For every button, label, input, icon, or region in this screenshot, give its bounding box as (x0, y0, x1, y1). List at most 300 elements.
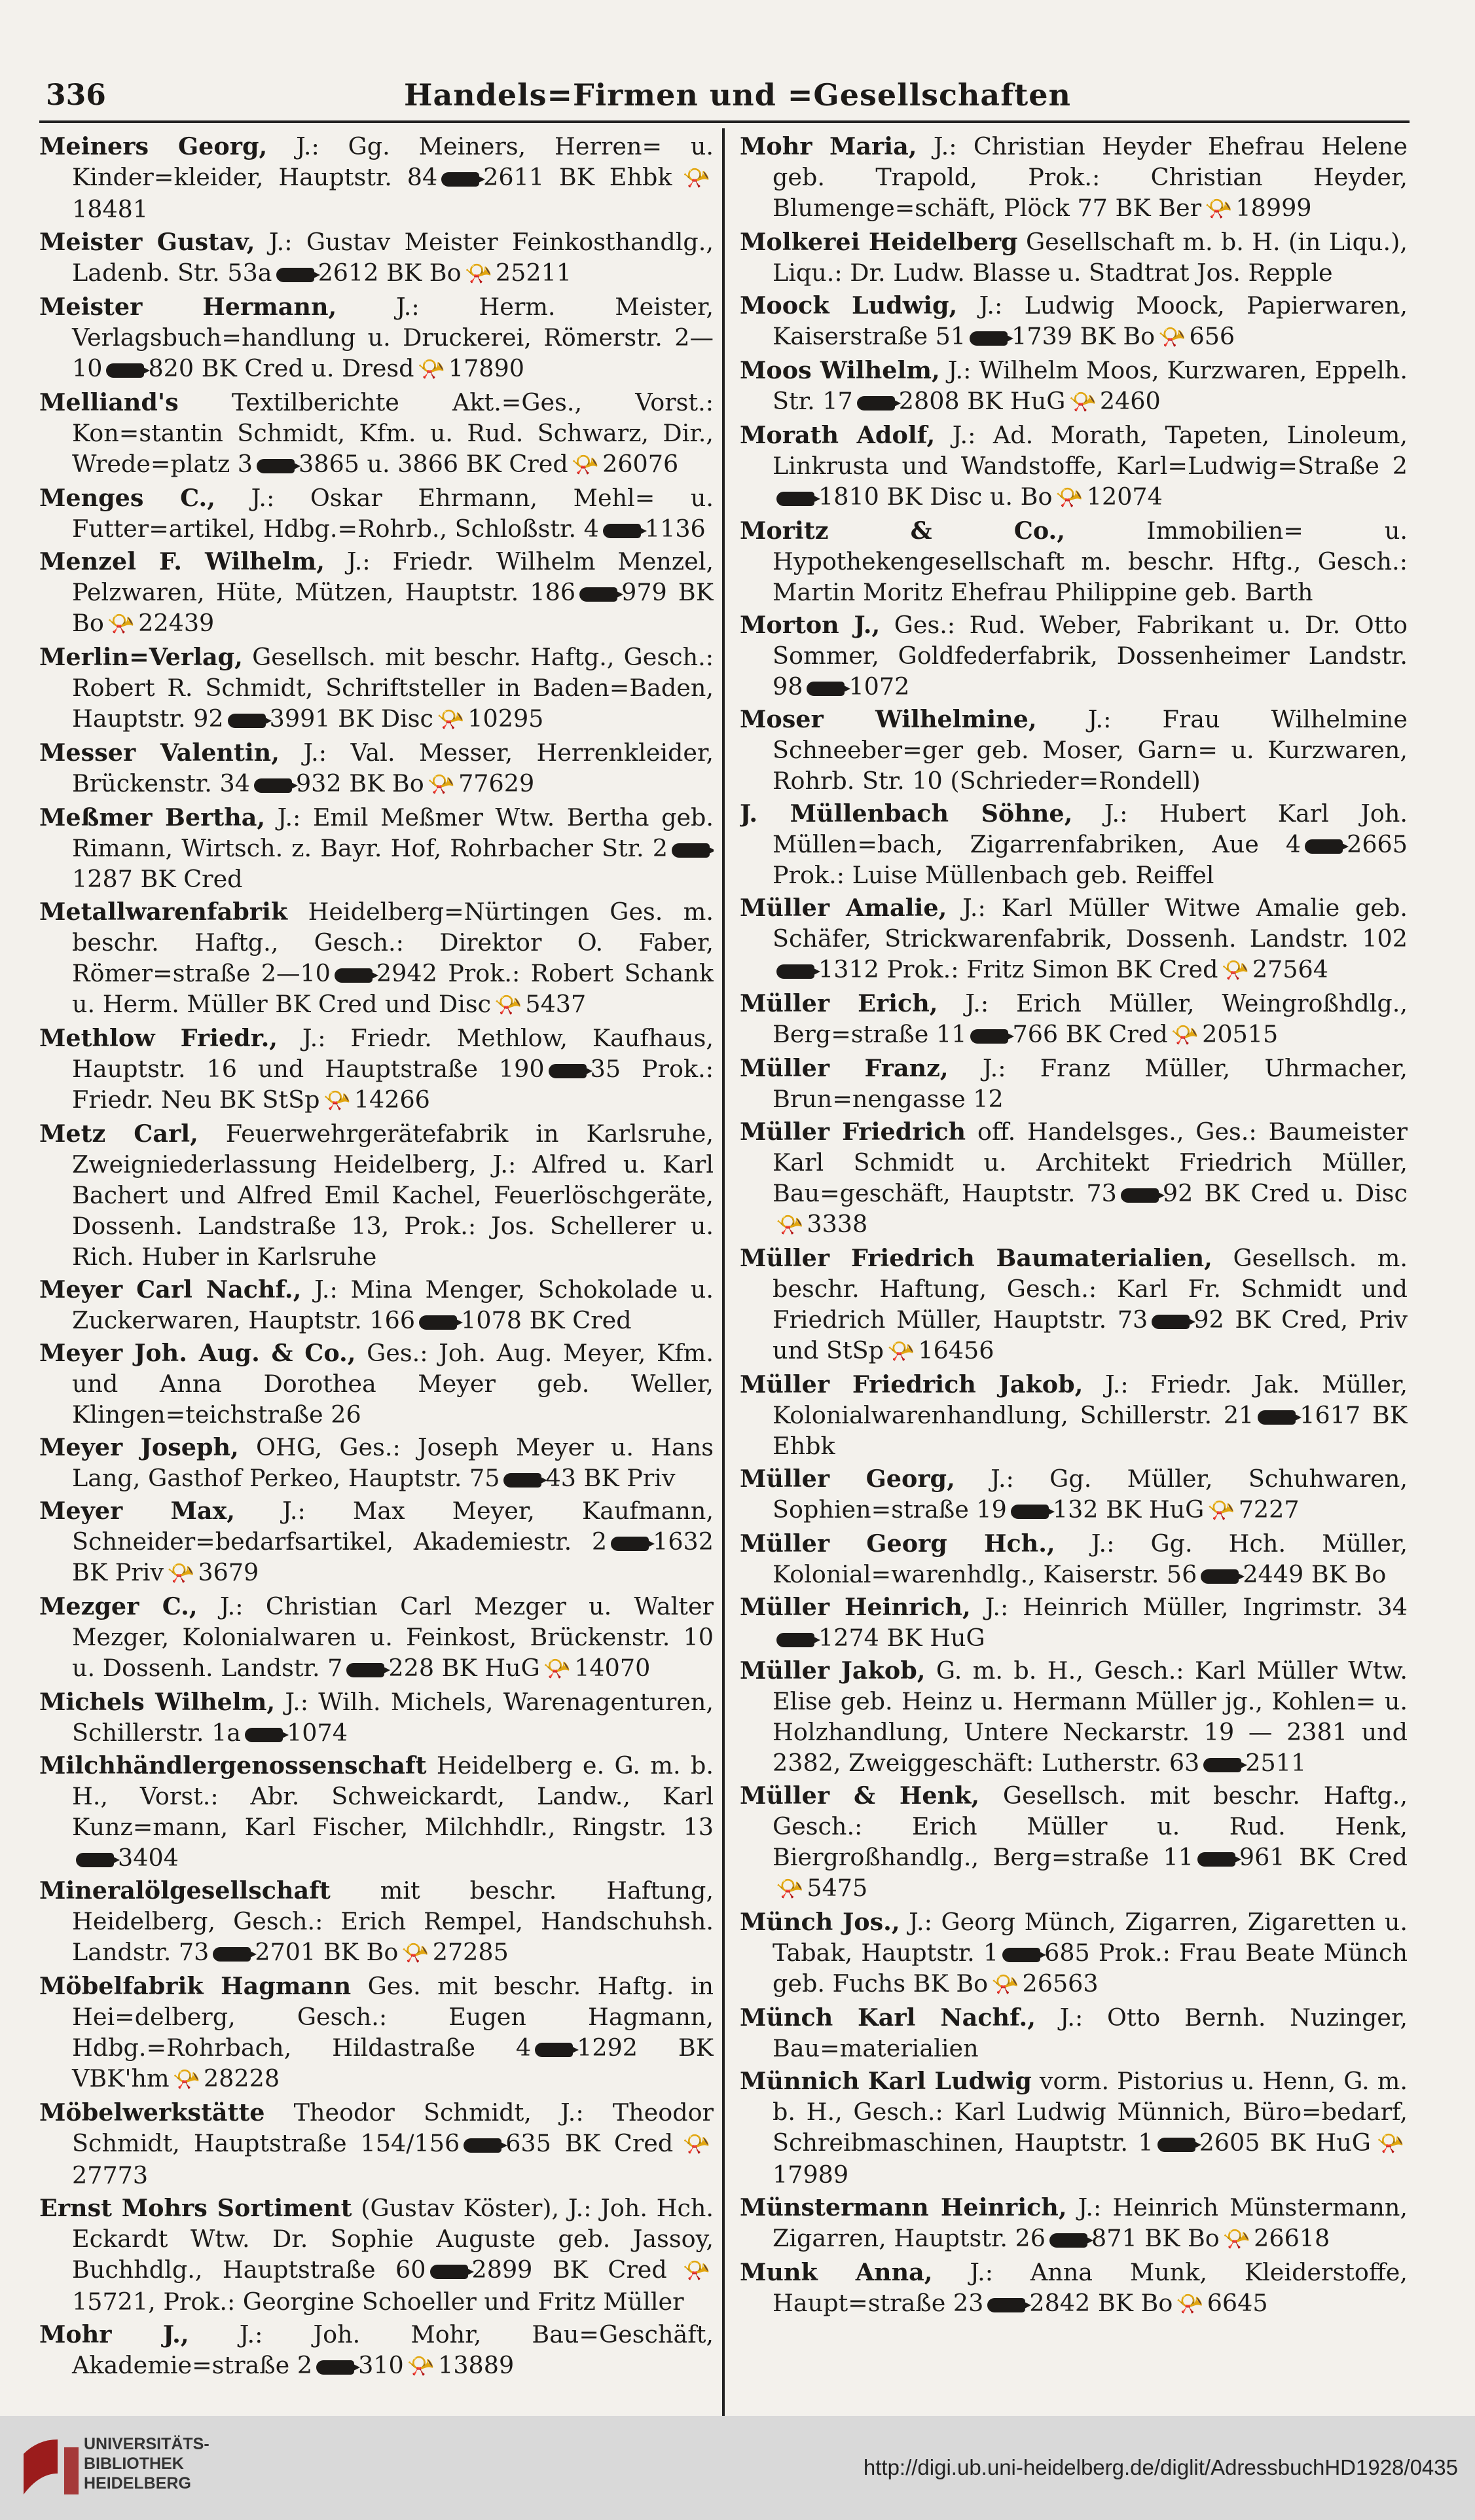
entry-details: G. m. b. H., Gesch.: Karl Müller Wtw. Elise geb. Heinz u. Hermann Müller jg., Kohlen= u. Holzhandlung, Untere Neckarstr. 19 — 2381 und 2382, Zweiggeschäft: Lutherstr. 63 (773, 1656, 1408, 1777)
postscheck-number: 22439 (138, 609, 215, 637)
entry-details: J.: Herm. Meister, Verlagsbuch=handlung u. Druckerei, Römerstr. 2—10 (72, 293, 714, 382)
bank-info: BK Cred (1065, 1020, 1168, 1048)
postscheck-number: 25211 (495, 259, 572, 287)
entry-name: Moock Ludwig, (740, 291, 958, 320)
entry-details: J.: Joh. Mohr, Bau=Geschäft, Akademie=straße 2 (72, 2320, 714, 2379)
directory-entry (740, 892, 1408, 986)
entry-name: Münch Jos., (740, 1908, 900, 1936)
page-header (39, 71, 1436, 117)
page-title: Handels=Firmen und =Gesellschaften (403, 77, 1071, 113)
entry-name: Meyer Joseph, (39, 1433, 239, 1461)
posthorn-icon: 📯 (571, 452, 600, 478)
directory-entry (740, 1592, 1408, 1653)
telephone-icon (254, 778, 292, 793)
telephone-number: 1274 (818, 1624, 879, 1652)
telephone-icon (970, 331, 1008, 346)
telephone-icon (549, 1064, 587, 1078)
directory-entry (740, 290, 1408, 353)
directory-entry (740, 131, 1408, 225)
postscheck-number: 10295 (467, 704, 544, 733)
entry-details: J.: Georg Münch, Zigarren, Zigaretten u. Tabak, Hauptstr. 1 (773, 1908, 1408, 1967)
posthorn-icon: 📯 (417, 356, 445, 382)
postscheck-number: 77629 (458, 769, 535, 797)
telephone-icon (579, 587, 617, 602)
telephone-icon (1203, 1758, 1241, 1772)
directory-entry (740, 1907, 1408, 2000)
entry-name: Metallwarenfabrik (39, 898, 288, 926)
entry-name: Müller Georg Hch., (740, 1529, 1055, 1558)
telephone-icon (611, 1537, 649, 1551)
telephone-icon (1121, 1188, 1159, 1203)
bank-info: BK HuG (886, 1624, 985, 1652)
bank-info: BK Cred u. Disc (1204, 1179, 1408, 1207)
bank-info: BK Disc (338, 704, 433, 733)
entry-details: J.: Friedr. Methlow, Kaufhaus, Hauptstr. 16 und Hauptstraße 190 (72, 1024, 714, 1083)
directory-entry (740, 798, 1408, 890)
bank-info: BK Cred (564, 2129, 674, 2157)
telephone-number: 2808 (898, 387, 960, 415)
directory-entry (39, 483, 714, 544)
entry-details: J.: Gg. Müller, Schuhwaren, Sophien=straße 19 (773, 1465, 1408, 1524)
posthorn-icon: 📯 (776, 1212, 804, 1238)
directory-entry (39, 387, 714, 481)
telephone-icon (1157, 2138, 1195, 2152)
telephone-icon (464, 2138, 501, 2153)
entry-name: Müller Heinrich, (740, 1593, 971, 1621)
bank-info: BK Disc u. Bo (886, 483, 1053, 511)
entry-details: (Gustav Köster), J.: Joh. Hch. Eckardt Wtw. Dr. Sophie Auguste geb. Jassoy, Buchhdlg., Hauptstraße 60 (72, 2194, 714, 2284)
bank-info: BK VBK'hm (72, 2034, 714, 2092)
posthorn-icon: 📯 (776, 1876, 804, 1902)
telephone-number: 635 (505, 2129, 551, 2157)
postscheck-number: 17890 (448, 354, 524, 382)
entry-details: J.: Friedr. Wilhelm Menzel, Pelzwaren, Hüte, Mützen, Hauptstr. 186 (72, 547, 714, 606)
directory-entry (740, 227, 1408, 288)
entry-name: Meister Hermann, (39, 293, 337, 321)
left-column (39, 131, 714, 2422)
entry-name: Munk Anna, (740, 2258, 933, 2286)
telephone-number: 685 (1044, 1939, 1090, 1967)
entry-details: J.: Ad. Morath, Tapeten, Linoleum, Linkrusta und Wandstoffe, Karl=Ludwig=Straße 2 (773, 421, 1408, 480)
telephone-number: 961 (1239, 1843, 1285, 1871)
directory-entry (740, 704, 1408, 796)
entry-name: Müller Franz, (740, 1054, 949, 1082)
entry-details: J.: Otto Bernh. Nuzinger, Bau=materialien (773, 2003, 1408, 2062)
telephone-icon (1305, 839, 1343, 854)
postscheck-number: 16456 (918, 1336, 994, 1364)
entry-details: OHG, Ges.: Joseph Meyer u. Hans Lang, Gasthof Perkeo, Hauptstr. 75 (72, 1433, 714, 1492)
telephone-icon (672, 843, 710, 858)
directory-entry (740, 1528, 1408, 1590)
entry-details: J.: Gg. Hch. Müller, Kolonial=warenhdlg., Kaiserstr. 56 (773, 1529, 1408, 1588)
entry-details: J.: Heinrich Müller, Ingrimstr. 34 (985, 1593, 1408, 1621)
column-divider (722, 128, 725, 2459)
entry-details: Gesellsch. mit beschr. Haftg., Gesch.: Erich Müller u. Rud. Henk, Biergroßhandlg., Berg=straße 11 (773, 1781, 1408, 1871)
postscheck-number: 13889 (438, 2351, 515, 2379)
entry-details: J.: Oskar Ehrmann, Mehl= u. Futter=artikel, Hdbg.=Rohrb., Schloßstr. 4 (72, 484, 714, 543)
directory-entry (39, 896, 714, 1021)
entry-name: Meyer Joh. Aug. & Co., (39, 1339, 356, 1367)
directory-entry (740, 1053, 1408, 1114)
telephone-number: 1078 (461, 1306, 522, 1334)
entry-details: Heidelberg e. G. m. b. H., Vorst.: Abr. Schweickardt, Landw., Karl Kunz=mann, Karl Fischer, Milchhdlr., Ringstr. 13 (72, 1751, 714, 1841)
entry-name: J. Müllenbach Söhne, (740, 799, 1073, 828)
entry-details: vorm. Pistorius u. Henn, G. m. b. H., Gesch.: Karl Ludwig Münnich, Büro=bedarf, Schreibmaschinen, Hauptstr. 1 (773, 2067, 1408, 2157)
postscheck-number: 27773 (72, 2161, 149, 2189)
entry-details: J.: Wilh. Michels, Warenagenturen, Schillerstr. 1a (72, 1688, 714, 1747)
entry-name: Mezger C., (39, 1592, 198, 1620)
telephone-icon (1049, 2233, 1087, 2248)
entry-name: Morton J., (740, 611, 881, 639)
telephone-icon (257, 459, 295, 473)
telephone-icon (316, 2360, 354, 2375)
entry-name: Müller Erich, (740, 989, 938, 1017)
entry-details: Feuerwehrgerätefabrik in Karlsruhe, Zweigniederlassung Heidelberg, J.: Alfred u. Karl Bachert und Alfred Emil Kachel, Feuerlöschgeräte, Dossenh. Landstraße 13, Prok.: Jos. Schellerer u. Rich. Huber in Karlsruhe (72, 1120, 714, 1271)
bank-info: BK HuG (441, 1654, 540, 1682)
entry-details: Gesellsch. m. beschr. Haftung, Gesch.: Karl Fr. Schmidt und Friedrich Müller, Hauptstr. 73 (773, 1244, 1408, 1334)
directory-entry (39, 1023, 714, 1116)
library-name-line: UNIVERSITÄTS- (84, 2435, 209, 2453)
postscheck-number: 2460 (1099, 387, 1161, 415)
entry-name: Möbelfabrik Hagmann (39, 1972, 352, 2000)
bank-info: BK Bo (1144, 2224, 1220, 2252)
entry-name: Müller Friedrich Jakob, (740, 1370, 1083, 1398)
entry-name: Merlin=Verlag, (39, 643, 243, 671)
posthorn-icon: 📯 (1221, 957, 1249, 983)
telephone-icon (987, 2298, 1025, 2312)
bank-info: BK Cred u. Dresd (201, 354, 414, 382)
directory-entry (740, 610, 1408, 702)
telephone-number: 2449 (1243, 1560, 1304, 1588)
telephone-icon (1201, 1569, 1239, 1584)
telephone-icon (335, 968, 373, 983)
telephone-number: 92 (1193, 1306, 1224, 1334)
telephone-number: 2605 (1199, 2128, 1260, 2157)
postscheck-number: 27564 (1252, 955, 1328, 983)
bank-info: Prok.: Friedr. Neu BK StSp (72, 1055, 714, 1114)
directory-entry (740, 355, 1408, 418)
entry-name: Melliand's (39, 388, 179, 416)
entry-name: Menges C., (39, 484, 215, 512)
directory-entry (740, 2066, 1408, 2190)
entry-name: Metz Carl, (39, 1120, 198, 1148)
bank-info: BK Cred (140, 865, 243, 893)
telephone-icon (228, 714, 266, 728)
posthorn-icon: 📯 (991, 1971, 1019, 1998)
postscheck-number: 26563 (1022, 1969, 1099, 1998)
bank-info: Prok.: Robert Schank u. Herm. Müller BK Cred und Disc (72, 959, 714, 1018)
telephone-number: 2511 (1245, 1749, 1307, 1777)
directory-entry (740, 1243, 1408, 1367)
postscheck-number: 15721, Prok.: Georgine Schoeller und Fritz Müller (72, 2288, 684, 2316)
posthorn-icon: 📯 (436, 706, 465, 733)
posthorn-icon: 📯 (107, 611, 136, 637)
telephone-icon (970, 1029, 1008, 1044)
postscheck-number: 14070 (574, 1654, 651, 1682)
directory-entry (39, 642, 714, 735)
entry-name: Meßmer Bertha, (39, 803, 266, 831)
telephone-number: 92 (1162, 1179, 1193, 1207)
telephone-number: 1287 (72, 865, 133, 893)
directory-entry (740, 2257, 1408, 2320)
directory-entry (39, 1432, 714, 1493)
telephone-number: 1292 (577, 2034, 638, 2062)
entry-details: J.: Franz Müller, Uhrmacher, Brun=nengasse 12 (773, 1054, 1408, 1113)
telephone-number: 228 (388, 1654, 435, 1682)
directory-entry (39, 1118, 714, 1272)
entry-details: Ges.: Joh. Aug. Meyer, Kfm. und Anna Dorothea Meyer geb. Weller, Klingen=teichstraße 26 (72, 1339, 714, 1429)
entry-name: Münnich Karl Ludwig (740, 2067, 1032, 2095)
directory-entry (39, 546, 714, 640)
bank-info: BK Ehbk (773, 1401, 1408, 1460)
entry-details: J.: Christian Heyder Ehefrau Helene geb. Trapold, Prok.: Christian Heyder, Blumenge=schäft, Plöck 77 BK Ber (773, 132, 1408, 222)
telephone-icon (419, 1315, 457, 1330)
directory-entry (39, 1875, 714, 1969)
entry-name: Mohr J., (39, 2320, 189, 2348)
entry-name: Michels Wilhelm, (39, 1688, 276, 1716)
postscheck-number: 5437 (525, 990, 587, 1018)
entry-details: J.: Heinrich Münstermann, Zigarren, Hauptstr. 26 (773, 2193, 1408, 2252)
entry-name: Morath Adolf, (740, 421, 936, 449)
entry-name: Moritz & Co., (740, 517, 1065, 545)
entry-name: Münch Karl Nachf., (740, 2003, 1036, 2032)
entry-name: Meiners Georg, (39, 132, 268, 160)
page-number: 336 (46, 79, 106, 112)
entry-details: Gesellschaft m. b. H. (in Liqu.), Liqu.: Dr. Ludw. Blasse u. Stadtrat Jos. Repple (773, 228, 1408, 287)
posthorn-icon: 📯 (1171, 1022, 1199, 1048)
entry-details: Heidelberg=Nürtingen Ges. m. beschr. Haftg., Gesch.: Direktor O. Faber, Römer=straße 2—10 (72, 898, 714, 987)
directory-entry (740, 2192, 1408, 2255)
telephone-number: 132 (1052, 1495, 1099, 1524)
telephone-number: 3991 (269, 704, 331, 733)
telephone-number: 3865 u. 3866 (299, 450, 459, 478)
directory-entry (39, 1971, 714, 2095)
directory-entry (740, 988, 1408, 1051)
posthorn-icon: 📯 (887, 1338, 915, 1364)
telephone-number: 2611 (483, 163, 545, 191)
posthorn-icon: 📯 (401, 1940, 429, 1966)
telephone-icon (503, 1473, 541, 1488)
entry-details: J.: Hubert Karl Joh. Müllen=bach, Zigarrenfabriken, Aue 4 (773, 799, 1408, 858)
library-name-line: BIBLIOTHEK (84, 2455, 184, 2473)
postscheck-number: 28228 (203, 2064, 280, 2092)
bank-info: BK Bo (386, 259, 462, 287)
entry-name: Müller Amalie, (740, 894, 947, 922)
directory-entry (39, 737, 714, 800)
directory-entry (39, 227, 714, 289)
telephone-number: 2942 (376, 959, 437, 987)
bank-info: BK Bo (72, 578, 714, 637)
directory-entry (740, 1780, 1408, 1905)
telephone-number: 35 (590, 1055, 621, 1083)
entry-name: Möbelwerkstätte (39, 2098, 265, 2127)
postscheck-number: 14266 (354, 1086, 430, 1114)
postscheck-number: 26618 (1254, 2224, 1330, 2252)
posthorn-icon: 📯 (543, 1656, 572, 1682)
entry-name: Müller Friedrich Baumaterialien, (740, 1244, 1212, 1272)
entry-name: Meyer Max, (39, 1497, 235, 1525)
entry-details: J.: Christian Carl Mezger u. Walter Mezger, Kolonialwaren u. Feinkost, Brückenstr. 10 u. Dossenh. Landstr. 7 (72, 1592, 714, 1682)
postscheck-number: 656 (1189, 322, 1235, 350)
telephone-icon (807, 682, 845, 696)
postscheck-number: 18481 (72, 195, 149, 223)
telephone-number: 1074 (287, 1719, 348, 1747)
telephone-number: 1810 (818, 483, 879, 511)
telephone-number: 1136 (644, 515, 706, 543)
bank-info: BK Bo (1080, 322, 1156, 350)
bank-info: BK Bo (323, 1938, 399, 1966)
entry-details: off. Handelsges., Ges.: Baumeister Karl Schmidt u. Architekt Friedrich Müller, Bau=geschäft, Hauptstr. 73 (773, 1118, 1408, 1207)
entry-details: J.: Frau Wilhelmine Schneeber=ger geb. Moser, Garn= u. Kurzwaren, Rohrb. Str. 10 (Schrieder=Rondell) (773, 705, 1408, 795)
directory-entry (39, 1338, 714, 1430)
entry-name: Meyer Carl Nachf., (39, 1275, 302, 1304)
bank-info: BK HuG (1269, 2128, 1371, 2157)
bank-info: BK Bo (1311, 1560, 1387, 1588)
entry-details: Ges.: Rud. Weber, Fabrikant u. Dr. Otto Sommer, Goldfederfabrik, Dossenheimer Landstr. 98 (773, 611, 1408, 701)
directory-entry (39, 1591, 714, 1685)
telephone-number: 2665 (1347, 830, 1408, 858)
directory-entry (740, 515, 1408, 608)
directory-entry (39, 1495, 714, 1589)
telephone-icon (1002, 1948, 1040, 1962)
telephone-icon (1011, 1505, 1049, 1519)
directory-entry (740, 1116, 1408, 1241)
bank-info: BK Cred (465, 450, 568, 478)
telephone-icon (106, 363, 144, 378)
entry-details: J.: Gg. Meiners, Herren= u. Kinder=kleider, Hauptstr. 84 (72, 132, 714, 191)
posthorn-icon: 📯 (494, 992, 522, 1018)
telephone-icon (776, 492, 814, 506)
bank-info: Prok.: Fritz Simon BK Cred (886, 955, 1218, 983)
entry-name: Müller & Henk, (740, 1781, 980, 1810)
bank-info: BK Priv (583, 1464, 676, 1492)
bank-info: BK HuG (967, 387, 1066, 415)
telephone-icon (776, 964, 814, 979)
telephone-number: 1617 (1300, 1401, 1361, 1429)
telephone-number: 979 (621, 578, 667, 606)
entry-details: J.: Val. Messer, Herrenkleider, Brückenstr. 34 (72, 739, 714, 797)
entry-name: Meister Gustav, (39, 228, 255, 256)
postscheck-number: 3338 (807, 1210, 868, 1238)
directory-entry (39, 1274, 714, 1336)
bank-info: Prok.: Frau Beate Münch geb. Fuchs BK Bo (773, 1939, 1408, 1998)
directory-entry (740, 2002, 1408, 2064)
telephone-icon (245, 1728, 283, 1742)
entry-name: Moser Wilhelmine, (740, 705, 1037, 733)
postscheck-number: 12074 (1086, 483, 1163, 511)
library-name-line: HEIDELBERG (84, 2474, 191, 2493)
bank-info: Prok.: Luise Müllenbach geb. Reiffel (773, 861, 1214, 889)
posthorn-icon: 📯 (464, 261, 492, 287)
directory-entry (740, 420, 1408, 513)
entry-details: J.: Friedr. Jak. Müller, Kolonialwarenhandlung, Schillerstr. 21 (773, 1370, 1408, 1429)
telephone-number: 2612 (318, 259, 379, 287)
directory-entry (39, 802, 714, 894)
entry-name: Müller Georg, (740, 1465, 955, 1493)
telephone-number: 43 (545, 1464, 576, 1492)
entry-details: J.: Emil Meßmer Wtw. Bertha geb. Rimann, Wirtsch. z. Bayr. Hof, Rohrbacher Str. 2 (72, 803, 714, 862)
entry-details: J.: Mina Menger, Schokolade u. Zuckerwaren, Hauptstr. 166 (72, 1275, 714, 1334)
telephone-number: 766 (1012, 1020, 1059, 1048)
postscheck-number: 7227 (1238, 1495, 1300, 1524)
directory-entry (39, 2319, 714, 2382)
telephone-icon (76, 1853, 114, 1867)
header-rule (39, 120, 1410, 123)
telephone-number: 820 (148, 354, 194, 382)
posthorn-icon: 📯 (1055, 484, 1083, 511)
postscheck-number: 3679 (198, 1558, 259, 1586)
telephone-number: 2899 (471, 2255, 533, 2284)
directory-entry (740, 1369, 1408, 1461)
posthorn-icon: 📯 (407, 2353, 435, 2379)
bank-info: BK Bo (349, 769, 424, 797)
entry-name: Mohr Maria, (740, 132, 917, 160)
entry-name: Molkerei Heidelberg (740, 228, 1018, 256)
entry-name: Münstermann Heinrich, (740, 2193, 1067, 2221)
telephone-number: 1632 (653, 1527, 714, 1556)
postscheck-number: 26076 (602, 450, 679, 478)
telephone-number: 310 (358, 2351, 404, 2379)
posthorn-icon: 📯 (1222, 2226, 1251, 2252)
bank-info: BK Bo (1097, 2289, 1173, 2317)
entry-name: Moos Wilhelm, (740, 356, 940, 384)
telephone-number: 2842 (1029, 2289, 1091, 2317)
telephone-number: 3404 (118, 1844, 179, 1872)
telephone-icon (441, 172, 479, 187)
bank-info: BK HuG (1106, 1495, 1205, 1524)
posthorn-icon: 📯 (676, 2131, 710, 2157)
entry-name: Ernst Mohrs Sortiment (39, 2194, 352, 2222)
telephone-icon (857, 396, 895, 411)
university-library-logo (18, 2434, 84, 2500)
bank-info: BK Cred (1299, 1843, 1408, 1871)
posthorn-icon: 📯 (1374, 2130, 1404, 2157)
entry-details: J.: Erich Müller, Weingroßhdlg., Berg=straße 11 (773, 989, 1408, 1048)
entry-details: Textilberichte Akt.=Ges., Vorst.: Kon=stantin Schmidt, Kfm. u. Rud. Schwarz, Dir., Wrede=platz 3 (72, 388, 714, 478)
telephone-icon (1258, 1410, 1296, 1425)
entry-details: J.: Anna Munk, Kleiderstoffe, Haupt=straße 23 (773, 2258, 1408, 2317)
entry-name: Mineralölgesellschaft (39, 1876, 331, 1905)
entry-details: mit beschr. Haftung, Heidelberg, Gesch.: Erich Rempel, Handschuhsh. Landstr. 73 (72, 1876, 714, 1966)
telephone-number: 1739 (1011, 322, 1073, 350)
posthorn-icon: 📯 (670, 2257, 710, 2284)
telephone-number: 871 (1091, 2224, 1137, 2252)
postscheck-number: 18999 (1235, 194, 1312, 222)
source-url-link[interactable]: http://digi.ub.uni-heidelberg.de/diglit/AdressbuchHD1928/0435 (863, 2455, 1458, 2479)
entry-name: Müller Jakob, (740, 1656, 926, 1685)
entry-details: Ges. mit beschr. Haftg. in Hei=delberg, Gesch.: Eugen Hagmann, Hdbg.=Rohrbach, Hildastraße 4 (72, 1972, 714, 2062)
telephone-icon (1152, 1315, 1190, 1329)
directory-entry (39, 2097, 714, 2191)
postscheck-number: 20515 (1202, 1020, 1279, 1048)
posthorn-icon: 📯 (172, 2066, 200, 2092)
posthorn-icon: 📯 (1158, 324, 1186, 350)
telephone-icon (276, 268, 314, 282)
directory-entry (39, 1687, 714, 1748)
entry-details: Immobilien= u. Hypothekengesellschaft m. beschr. Hftg., Gesch.: Martin Moritz Ehefrau Philippine geb. Barth (773, 517, 1408, 606)
postscheck-number: 6645 (1207, 2289, 1268, 2317)
directory-entry (39, 1750, 714, 1873)
postscheck-number: 17989 (773, 2161, 849, 2189)
bank-info: BK Cred, Priv und StSp (773, 1306, 1408, 1364)
telephone-icon (213, 1947, 251, 1962)
bank-info: BK Ehbk (558, 163, 672, 191)
posthorn-icon: 📯 (323, 1087, 351, 1114)
telephone-icon (603, 524, 641, 538)
entry-details: Theodor Schmidt, J.: Theodor Schmidt, Hauptstraße 154/156 (72, 2098, 714, 2157)
entry-details: J.: Wilhelm Moos, Kurzwaren, Eppelh. Str. 17 (773, 356, 1408, 415)
posthorn-icon: 📯 (1176, 2291, 1204, 2317)
